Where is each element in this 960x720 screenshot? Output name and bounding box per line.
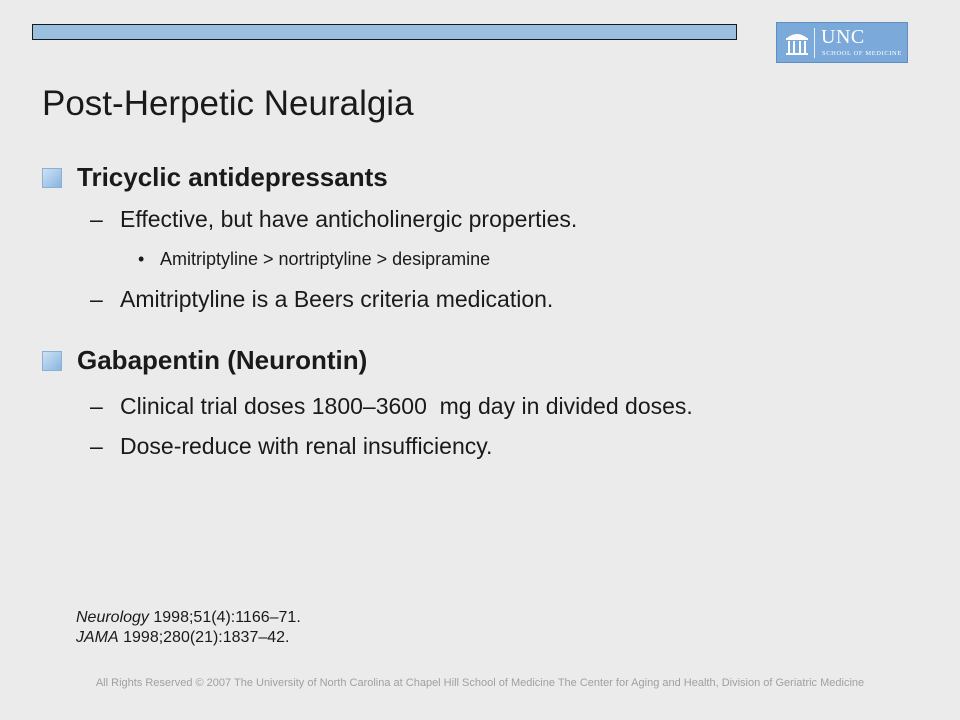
sub-bullet xyxy=(90,393,693,420)
reference-citation: 1998;280(21):1837–42. xyxy=(118,629,290,646)
reference-journal: Neurology xyxy=(76,609,149,626)
sub-bullet-text: Effective, but have anticholinergic properties. xyxy=(120,206,578,232)
sub-bullet xyxy=(90,206,577,233)
reference-citation: 1998;51(4):1166–71. xyxy=(148,609,301,626)
logo-subtitle: SCHOOL OF MEDICINE xyxy=(822,50,902,57)
dash-marker: – xyxy=(90,393,103,419)
sub-bullet xyxy=(90,286,553,313)
logo-title: UNC xyxy=(821,26,865,48)
bullet-tricyclic-antidepressants xyxy=(42,162,388,193)
sub-bullet-text: Amitriptyline is a Beers criteria medication. xyxy=(120,286,554,312)
reference-journal: JAMA xyxy=(76,629,119,646)
dash-marker: – xyxy=(90,433,103,459)
copyright-footer: All Rights Reserved © 2007 The University of North Carolina at Chapel Hill School of Medicine The Center for Aging and Health, Division of Geriatric Medicine xyxy=(95,677,865,689)
dash-marker: – xyxy=(90,286,103,312)
slide-title: Post-Herpetic Neuralgia xyxy=(42,84,414,123)
references xyxy=(76,608,301,648)
bullet-heading: Gabapentin (Neurontin) xyxy=(77,345,368,375)
square-bullet-icon xyxy=(42,351,62,371)
reference-item xyxy=(76,628,301,648)
old-well-icon xyxy=(785,29,809,57)
sub-sub-bullet-text: Amitriptyline > nortriptyline > desipramine xyxy=(160,249,491,269)
sub-bullet-text: Dose-reduce with renal insufficiency. xyxy=(120,433,493,459)
sub-bullet xyxy=(90,433,492,460)
square-bullet-icon xyxy=(42,168,62,188)
dash-marker: – xyxy=(90,206,103,232)
logo-divider xyxy=(814,28,815,58)
sub-bullet-text: Clinical trial doses 1800–3600 mg day in divided doses. xyxy=(120,393,693,419)
sub-sub-bullet xyxy=(138,249,490,270)
bullet-gabapentin xyxy=(42,345,367,376)
header-bar xyxy=(32,24,737,40)
unc-logo xyxy=(776,22,908,63)
reference-item xyxy=(76,608,301,628)
dot-marker: • xyxy=(138,249,145,269)
bullet-heading: Tricyclic antidepressants xyxy=(77,162,388,192)
